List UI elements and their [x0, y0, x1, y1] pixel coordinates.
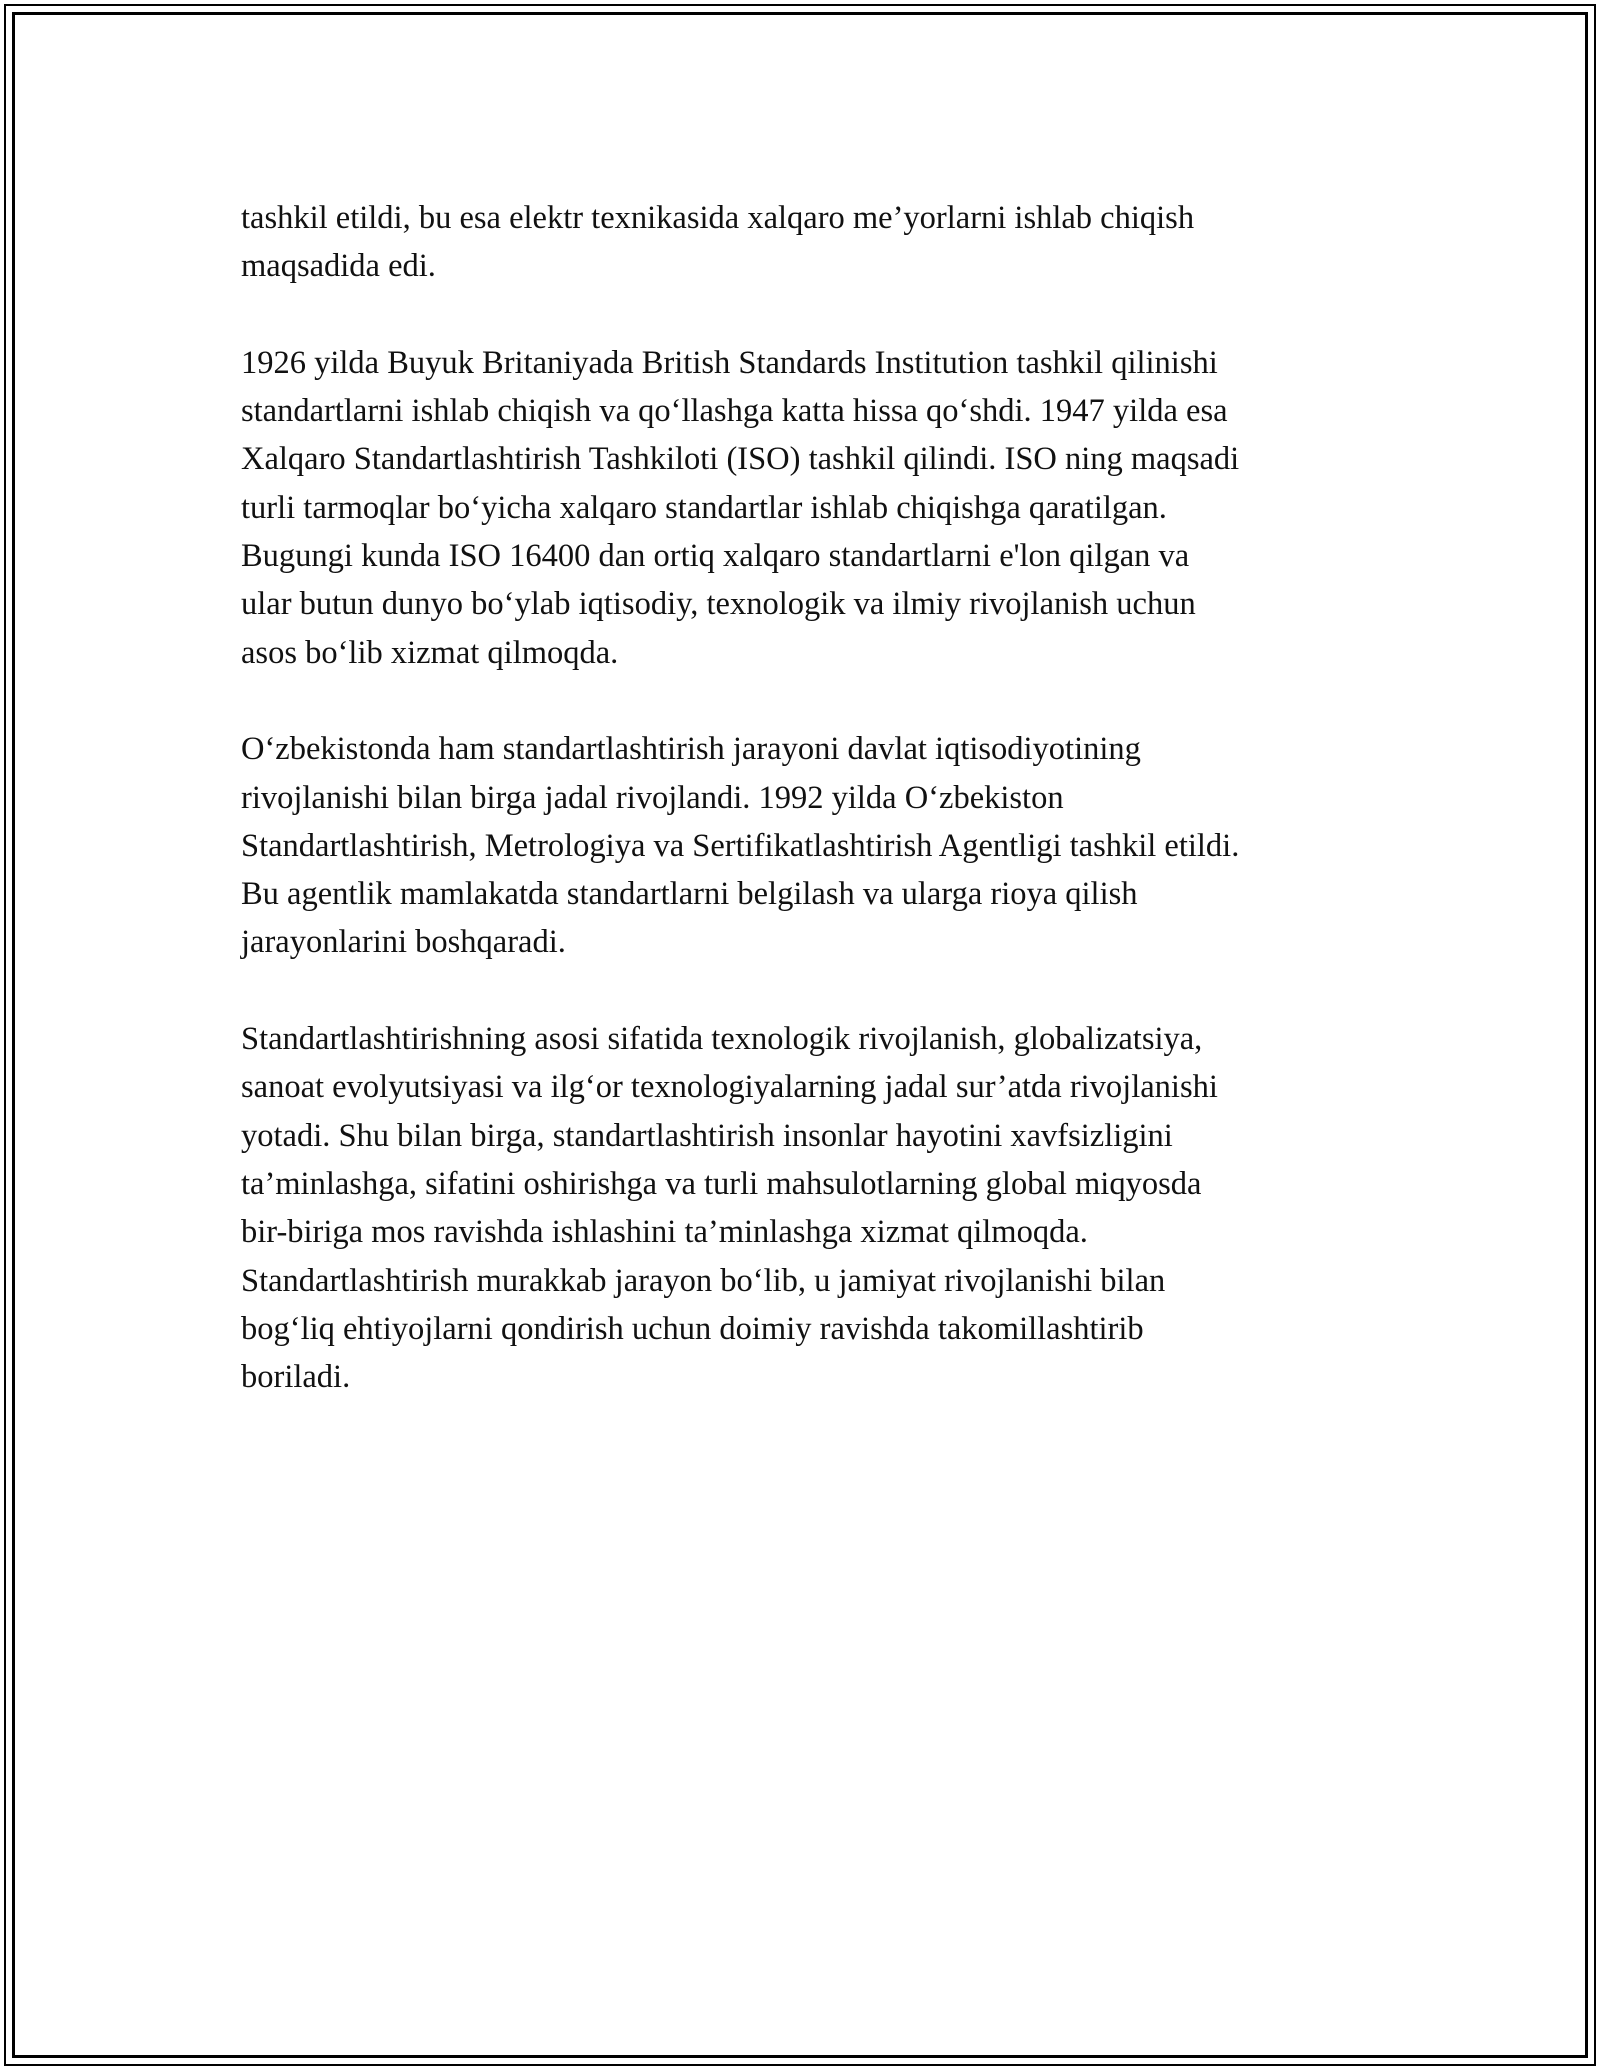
- paragraph-line: maqsadida edi.: [241, 248, 436, 285]
- paragraph-line: sanoat evolyutsiyasi va ilg‘or texnologiyalarning jadal sur’atda rivojlanishi: [241, 1069, 1218, 1106]
- paragraph-line: tashkil etildi, bu esa elektr texnikasida xalqaro me’yorlarni ishlab chiqish: [241, 200, 1195, 236]
- paragraph-line: bir-biriga mos ravishda ishlashini ta’minlashga xizmat qilmoqda.: [241, 1214, 1088, 1251]
- paragraph-line: Standartlashtirish murakkab jarayon bo‘lib, u jamiyat rivojlanishi bilan: [241, 1262, 1166, 1299]
- page-frame: [4, 4, 1596, 2066]
- paragraph-line: ta’minlashga, sifatini oshirishga va turli mahsulotlarning global miqyosda: [241, 1165, 1202, 1202]
- paragraph-2: [241, 339, 1391, 677]
- paragraph-line: Standartlashtirishning asosi sifatida texnologik rivojlanish, globalizatsiya,: [241, 1021, 1203, 1058]
- paragraph-line: jarayonlarini boshqaradi.: [241, 924, 566, 961]
- paragraph-line: asos bo‘lib xizmat qilmoqda.: [241, 634, 619, 671]
- paragraph-line: rivojlanishi bilan birga jadal rivojlandi. 1992 yilda O‘zbekiston: [241, 779, 1064, 816]
- paragraph-line: boriladi.: [241, 1359, 351, 1396]
- paragraph-line: 1926 yilda Buyuk Britaniyada British Standards Institution tashkil qilinishi: [241, 344, 1218, 381]
- paragraph-1: [241, 194, 1391, 291]
- paragraph-line: yotadi. Shu bilan birga, standartlashtirish insonlar hayotini xavfsizligini: [241, 1117, 1173, 1154]
- paragraph-line: ular butun dunyo bo‘ylab iqtisodiy, texnologik va ilmiy rivojlanish uchun: [241, 586, 1196, 623]
- paragraph-line: bog‘liq ehtiyojlarni qondirish uchun doimiy ravishda takomillashtirib: [241, 1310, 1144, 1347]
- paragraph-line: Standartlashtirish, Metrologiya va Sertifikatlashtirish Agentligi tashkil etildi.: [241, 827, 1240, 864]
- paragraph-3: [241, 725, 1391, 966]
- paragraph-line: turli tarmoqlar bo‘yicha xalqaro standartlar ishlab chiqishga qaratilgan.: [241, 489, 1167, 526]
- paragraph-line: Bu agentlik mamlakatda standartlarni belgilash va ularga rioya qilish: [241, 876, 1138, 913]
- paragraph-4: [241, 1015, 1391, 1401]
- paragraph-line: standartlarni ishlab chiqish va qo‘llashga katta hissa qo‘shdi. 1947 yilda esa: [241, 393, 1228, 430]
- paragraph-line: Xalqaro Standartlashtirish Tashkiloti (ISO) tashkil qilindi. ISO ning maqsadi: [241, 441, 1240, 478]
- paragraph-line: Bugungi kunda ISO 16400 dan ortiq xalqaro standartlarni e'lon qilgan va: [241, 538, 1190, 575]
- paragraph-line: O‘zbekistonda ham standartlashtirish jarayoni davlat iqtisodiyotining: [241, 731, 1141, 768]
- document-body: [241, 194, 1391, 1450]
